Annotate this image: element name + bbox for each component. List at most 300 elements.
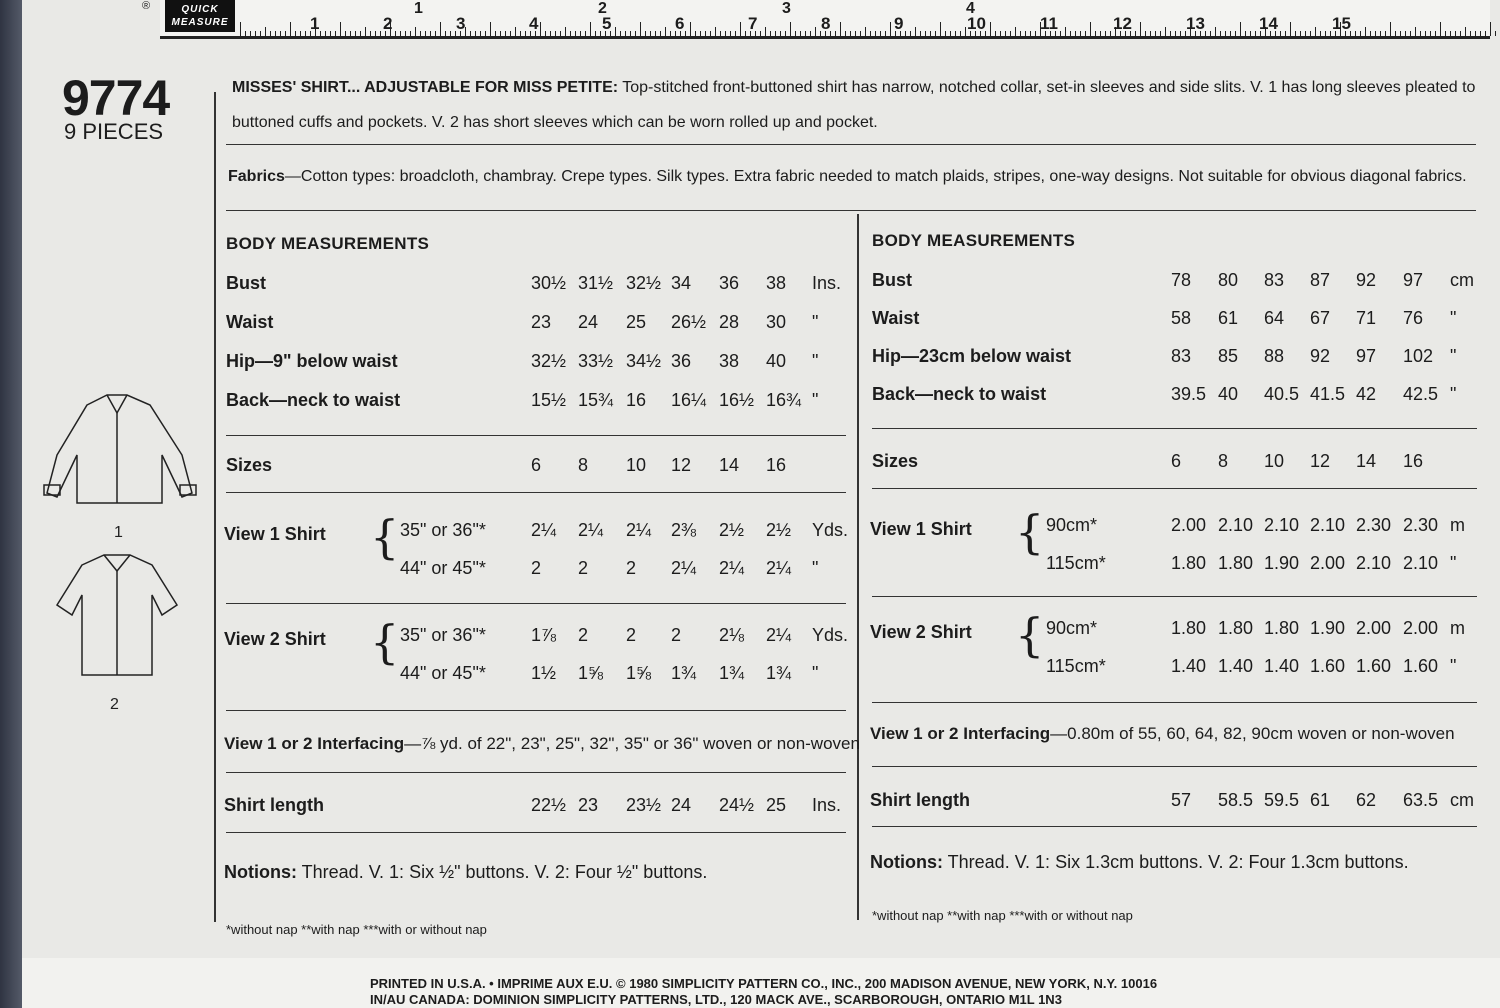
divider (226, 492, 846, 493)
value-cell: 58 (1171, 308, 1192, 328)
ruler-tick (550, 31, 551, 36)
pattern-description (232, 70, 1482, 140)
ruler-tick (615, 27, 616, 36)
value-cell: 61 (1310, 790, 1331, 810)
measurements-header: BODY MEASUREMENTS (872, 231, 1076, 250)
value-cell: 1⅝ (626, 663, 652, 683)
ruler-tick (695, 31, 696, 36)
unit-label: " (1450, 346, 1457, 366)
cm-mark: 6 (675, 14, 685, 33)
cm-mark: 11 (1040, 14, 1058, 33)
view1-shirt-icon (44, 395, 196, 503)
value-cell: 1⅝ (578, 663, 604, 683)
value-cell: 12 (671, 455, 692, 475)
ruler-tick (890, 22, 891, 36)
unit-label: " (1450, 553, 1457, 573)
ruler-tick (1000, 31, 1001, 36)
center-divider (857, 214, 859, 920)
value-cell: 6 (531, 455, 542, 475)
cm-mark: 7 (748, 14, 758, 33)
ruler-tick (1295, 31, 1296, 36)
value-cell: 2.00 (1310, 553, 1346, 573)
ruler-tick (395, 31, 396, 36)
value-cell: 2¼ (671, 558, 697, 578)
view2-label: 2 (110, 696, 119, 713)
value-cell: 16 (766, 455, 787, 475)
interfacing-text: —0.80m of 55, 60, 64, 82, 90cm woven or non-woven (1050, 724, 1455, 743)
ruler-tick (1430, 31, 1431, 36)
ruler-tick (805, 31, 806, 36)
value-cell: 40.5 (1264, 384, 1300, 404)
interfacing-line (870, 724, 1455, 744)
ruler-tick (1065, 27, 1066, 36)
interfacing-title: View 1 or 2 Interfacing (870, 724, 1051, 743)
ruler-tick (865, 27, 866, 36)
cm-mark: 9 (894, 14, 904, 33)
ruler-tick (630, 31, 631, 36)
value-cell: 71 (1356, 308, 1377, 328)
value-cell: 1.60 (1403, 656, 1439, 676)
unit-label: " (1450, 384, 1457, 404)
ruler-tick (280, 31, 281, 36)
ruler-tick (245, 31, 246, 36)
ruler-tick (885, 31, 886, 36)
value-cell: 41.5 (1310, 384, 1346, 404)
unit-label: m (1450, 618, 1465, 638)
ruler-tick (1490, 22, 1491, 36)
ruler-tick (1145, 31, 1146, 36)
value-cell: 2.00 (1171, 515, 1207, 535)
cm-mark: 13 (1186, 14, 1205, 33)
value-cell: 92 (1356, 270, 1377, 290)
value-cell: 67 (1310, 308, 1331, 328)
value-cell: 2⅜ (671, 520, 697, 540)
value-cell: 64 (1264, 308, 1285, 328)
ruler-tick (1300, 31, 1301, 36)
ruler-tick (1480, 31, 1481, 36)
value-cell: 1.80 (1264, 618, 1300, 638)
ruler-tick (1110, 31, 1111, 36)
ruler-tick (1080, 31, 1081, 36)
ruler-tick (1365, 27, 1366, 36)
ruler-tick (405, 31, 406, 36)
pattern-pieces: 9 PIECES (64, 119, 164, 144)
ruler-tick (325, 31, 326, 36)
ruler-tick (730, 31, 731, 36)
value-cell: 59.5 (1264, 790, 1300, 810)
value-cell: 1.90 (1310, 618, 1346, 638)
ruler-tick (1435, 31, 1436, 36)
fabric-width: 44" or 45"* (400, 663, 486, 683)
ruler-tick (770, 31, 771, 36)
ruler-tick (1400, 31, 1401, 36)
ruler-tick (1215, 27, 1216, 36)
ruler-tick (1140, 22, 1141, 36)
ruler-tick (625, 31, 626, 36)
value-cell: 6 (1171, 451, 1182, 471)
divider (226, 710, 846, 711)
value-cell: 32½ (626, 273, 662, 293)
brace: { (1015, 608, 1045, 662)
ruler-tick (775, 31, 776, 36)
value-cell: 1.60 (1356, 656, 1392, 676)
value-cell: 85 (1218, 346, 1239, 366)
ruler-tick (995, 31, 996, 36)
measurement-label: Hip—23cm below waist (872, 346, 1072, 366)
divider (226, 435, 846, 436)
value-cell: 1½ (531, 663, 557, 683)
value-cell: 2 (626, 625, 637, 645)
ruler-tick (875, 31, 876, 36)
unit-label: Yds. (812, 625, 849, 645)
value-cell: 23 (578, 795, 599, 815)
ruler-tick (1290, 22, 1291, 36)
cm-mark: 14 (1259, 14, 1278, 33)
ruler-tick (785, 31, 786, 36)
value-cell: 2¼ (719, 558, 745, 578)
ruler-tick (1100, 31, 1101, 36)
brace: { (1015, 505, 1045, 559)
value-cell: 38 (766, 273, 787, 293)
ruler-tick (1355, 31, 1356, 36)
sizes-label: Sizes (872, 451, 919, 471)
unit-label: cm (1450, 790, 1474, 810)
value-cell: 12 (1310, 451, 1331, 471)
ruler-tick (545, 31, 546, 36)
value-cell: 1¾ (719, 663, 745, 683)
ruler-tick (305, 31, 306, 36)
value-cell: 32½ (531, 351, 567, 371)
ruler-tick (1075, 31, 1076, 36)
measurement-label: Bust (872, 270, 912, 290)
unit-label: " (812, 351, 819, 371)
ruler-tick (1450, 31, 1451, 36)
ruler-tick (655, 31, 656, 36)
value-cell: 2.10 (1310, 515, 1346, 535)
ruler-tick (585, 31, 586, 36)
ruler-tick (745, 31, 746, 36)
ruler-tick (580, 31, 581, 36)
ruler-tick (365, 27, 366, 36)
fabrics-text: —Cotton types: broadcloth, chambray. Crepe types. Silk types. Extra fabric needed to match plaids, stripes, one-way designs. Not suitable for obvious diagonal fabrics. (284, 168, 1467, 185)
ruler-tick (505, 31, 506, 36)
badge-line: MEASURE (171, 17, 229, 28)
notions-title: Notions: (224, 862, 297, 882)
ruler-tick (420, 31, 421, 36)
value-cell: 63.5 (1403, 790, 1439, 810)
ruler-tick (1285, 31, 1286, 36)
ruler-tick (915, 27, 916, 36)
value-cell: 2¼ (766, 625, 792, 645)
quick-measure-badge (165, 0, 235, 32)
ruler-tick (595, 31, 596, 36)
cm-mark: 8 (821, 14, 831, 33)
ruler-tick (835, 31, 836, 36)
ruler-tick (340, 22, 341, 36)
value-cell: 30 (766, 312, 787, 332)
ruler-tick (705, 31, 706, 36)
ruler-tick (635, 31, 636, 36)
ruler-tick (665, 27, 666, 36)
pattern-number: 9774 (62, 70, 170, 126)
ruler-tick (795, 31, 796, 36)
ruler-tick (815, 27, 816, 36)
value-cell: 2.30 (1356, 515, 1392, 535)
ruler-tick (500, 31, 501, 36)
divider (872, 826, 1477, 827)
ruler-tick (760, 31, 761, 36)
printed-line: IN/AU CANADA: DOMINION SIMPLICITY PATTERNS, LTD., 120 MACK AVE., SCARBOROUGH, ONTARIO M1L 1N3 (370, 992, 1062, 1007)
ruler-tick (515, 27, 516, 36)
value-cell: 83 (1171, 346, 1192, 366)
ruler-tick (1360, 31, 1361, 36)
value-cell: 97 (1356, 346, 1377, 366)
ruler-tick (840, 22, 841, 36)
ruler-tick (650, 31, 651, 36)
value-cell: 2 (671, 625, 682, 645)
ruler-tick (575, 31, 576, 36)
value-cell: 2.10 (1264, 515, 1300, 535)
ruler-tick (1095, 31, 1096, 36)
ruler-tick (1410, 31, 1411, 36)
ruler-tick (425, 31, 426, 36)
ruler-tick (570, 31, 571, 36)
ruler-tick (685, 31, 686, 36)
printed-line: PRINTED IN U.S.A. • IMPRIME AUX E.U. © 1980 SIMPLICITY PATTERN CO., INC., 200 MADISON AVENUE, NEW YORK, N.Y. 10016 (370, 976, 1158, 991)
ruler-tick (710, 31, 711, 36)
value-cell: 2.10 (1356, 553, 1392, 573)
unit-label: cm (1450, 270, 1474, 290)
ruler-tick (1220, 31, 1221, 36)
ruler-tick (880, 31, 881, 36)
ruler-tick (275, 31, 276, 36)
value-cell: 2 (578, 625, 589, 645)
ruler-tick (1015, 27, 1016, 36)
measurement-label: Back—neck to waist (872, 384, 1047, 404)
value-cell: 34½ (626, 351, 662, 371)
ruler-tick (445, 31, 446, 36)
ruler-tick (955, 31, 956, 36)
value-cell: 2.00 (1356, 618, 1392, 638)
fabric-width: 35" or 36"* (400, 625, 486, 645)
ruler-tick (1155, 31, 1156, 36)
value-cell: 16 (626, 390, 647, 410)
ruler-tick (620, 31, 621, 36)
value-cell: 30½ (531, 273, 567, 293)
brace: { (370, 510, 400, 564)
ruler-tick (335, 31, 336, 36)
inch-mark: 2 (598, 0, 607, 17)
ruler-tick (1240, 22, 1241, 36)
value-cell: 2¼ (766, 558, 792, 578)
value-cell: 2⅛ (719, 625, 745, 645)
divider (872, 428, 1477, 429)
unit-label: " (812, 663, 819, 683)
value-cell: 8 (578, 455, 589, 475)
divider (226, 832, 846, 833)
value-cell: 2½ (719, 520, 745, 540)
ruler-tick (910, 31, 911, 36)
value-cell: 97 (1403, 270, 1424, 290)
value-cell: 24½ (719, 795, 755, 815)
ruler-tick (1135, 31, 1136, 36)
ruler-tick (290, 22, 291, 36)
ruler-tick (1035, 31, 1036, 36)
interfacing-line (224, 734, 860, 754)
ruler-tick (1380, 31, 1381, 36)
ruler-tick (555, 31, 556, 36)
ruler-tick (1375, 31, 1376, 36)
description-text: Top-stitched front-buttoned shirt has narrow, notched collar, set-in sleeves and side slits. V. 1 has long sleeves pleated to buttoned cuffs and pockets. V. 2 has short sleeves which can be worn rolled up and pocket. (232, 79, 1476, 131)
ruler-tick (265, 27, 266, 36)
notions-title: Notions: (870, 852, 943, 872)
registered-mark: ® (142, 0, 151, 12)
ruler-tick (925, 31, 926, 36)
ruler-tick (480, 31, 481, 36)
unit-label: Yds. (812, 520, 849, 540)
sizes-label: Sizes (226, 455, 273, 475)
divider (226, 772, 846, 773)
badge-line: QUICK (181, 4, 219, 15)
value-cell: 2.10 (1403, 553, 1439, 573)
value-cell: 15½ (531, 390, 567, 410)
fabrics-title: Fabrics (228, 168, 285, 185)
ruler-tick (300, 31, 301, 36)
description-title: MISSES' SHIRT... ADJUSTABLE FOR MISS PETITE: (232, 79, 619, 96)
value-cell: 61 (1218, 308, 1239, 328)
ruler-tick (1370, 31, 1371, 36)
value-cell: 14 (719, 455, 740, 475)
notions-text: Thread. V. 1: Six 1.3cm buttons. V. 2: Four 1.3cm buttons. (942, 852, 1409, 872)
value-cell: 2.30 (1403, 515, 1439, 535)
ruler-tick (1005, 31, 1006, 36)
ruler-tick (1315, 27, 1316, 36)
ruler-tick (960, 31, 961, 36)
ruler-tick (1415, 27, 1416, 36)
ruler-tick (920, 31, 921, 36)
ruler-tick (735, 31, 736, 36)
fabric-width: 90cm* (1046, 515, 1098, 535)
value-cell: 2.10 (1218, 515, 1254, 535)
ruler-tick (1090, 22, 1091, 36)
value-cell: 26½ (671, 312, 707, 332)
ruler-tick (440, 22, 441, 36)
ruler-tick (1460, 31, 1461, 36)
ruler-tick (1225, 31, 1226, 36)
ruler-tick (1105, 31, 1106, 36)
length-label: Shirt length (870, 790, 970, 810)
value-cell: 1¾ (766, 663, 792, 683)
fabric-width: 90cm* (1046, 618, 1098, 638)
value-cell: 57 (1171, 790, 1192, 810)
ruler-tick (965, 27, 966, 36)
cm-mark: 15 (1332, 14, 1351, 33)
ruler-tick (435, 31, 436, 36)
value-cell: 1.80 (1218, 553, 1254, 573)
ruler-tick (1150, 31, 1151, 36)
ruler-tick (810, 31, 811, 36)
ruler-tick (560, 31, 561, 36)
value-cell: 1.80 (1218, 618, 1254, 638)
divider (872, 766, 1477, 767)
ruler-tick (250, 31, 251, 36)
ruler-tick (1385, 31, 1386, 36)
brace: { (370, 615, 400, 669)
ruler-tick (410, 31, 411, 36)
unit-label: Ins. (812, 273, 842, 293)
ruler-tick (1160, 31, 1161, 36)
unit-label: Ins. (812, 795, 842, 815)
value-cell: 28 (719, 312, 740, 332)
measurement-label: Waist (872, 308, 920, 328)
value-cell: 25 (626, 312, 647, 332)
notions-text: Thread. V. 1: Six ½" buttons. V. 2: Four ½" buttons. (296, 862, 708, 882)
measurement-label: Back—neck to waist (226, 390, 401, 410)
value-cell: 1.90 (1264, 553, 1300, 573)
value-cell: 36 (671, 351, 692, 371)
ruler-tick (285, 31, 286, 36)
ruler-tick (1210, 31, 1211, 36)
measurements-header: BODY MEASUREMENTS (226, 234, 430, 253)
value-cell: 42.5 (1403, 384, 1439, 404)
value-cell: 23 (531, 312, 552, 332)
cm-mark: 3 (456, 14, 466, 33)
view-label: View 2 Shirt (870, 622, 972, 642)
value-cell: 88 (1264, 346, 1285, 366)
value-cell: 2¼ (531, 520, 557, 540)
value-cell: 16¼ (671, 390, 707, 410)
value-cell: 1⅞ (531, 625, 557, 645)
ruler-tick (355, 31, 356, 36)
value-cell: 42 (1356, 384, 1377, 404)
value-cell: 2½ (766, 520, 792, 540)
ruler-tick (1440, 22, 1441, 36)
ruler-tick (990, 22, 991, 36)
value-cell: 40 (766, 351, 787, 371)
value-cell: 33½ (578, 351, 614, 371)
value-cell: 1.60 (1310, 656, 1346, 676)
ruler-tick (540, 22, 541, 36)
ruler-tick (1245, 31, 1246, 36)
ruler-tick (345, 31, 346, 36)
ruler-tick (565, 27, 566, 36)
measurement-label: Bust (226, 273, 266, 293)
value-cell: 16 (1403, 451, 1424, 471)
value-cell: 80 (1218, 270, 1239, 290)
value-cell: 38 (719, 351, 740, 371)
divider (872, 702, 1477, 703)
ruler-tick (330, 31, 331, 36)
ruler-tick (525, 31, 526, 36)
ruler-tick (1165, 27, 1166, 36)
ruler-tick (1330, 31, 1331, 36)
length-label: Shirt length (224, 795, 324, 815)
inch-mark: 3 (782, 0, 791, 17)
value-cell: 10 (626, 455, 647, 475)
ruler-tick (1255, 31, 1256, 36)
ruler-tick (1235, 31, 1236, 36)
ruler-tick (645, 31, 646, 36)
ruler-tick (1280, 31, 1281, 36)
value-cell: 2¼ (626, 520, 652, 540)
value-cell: 22½ (531, 795, 567, 815)
ruler-tick (690, 22, 691, 36)
value-cell: 1.80 (1171, 618, 1207, 638)
ruler-tick (1405, 31, 1406, 36)
value-cell: 2 (626, 558, 637, 578)
view-label: View 1 Shirt (870, 519, 972, 539)
value-cell: 92 (1310, 346, 1331, 366)
